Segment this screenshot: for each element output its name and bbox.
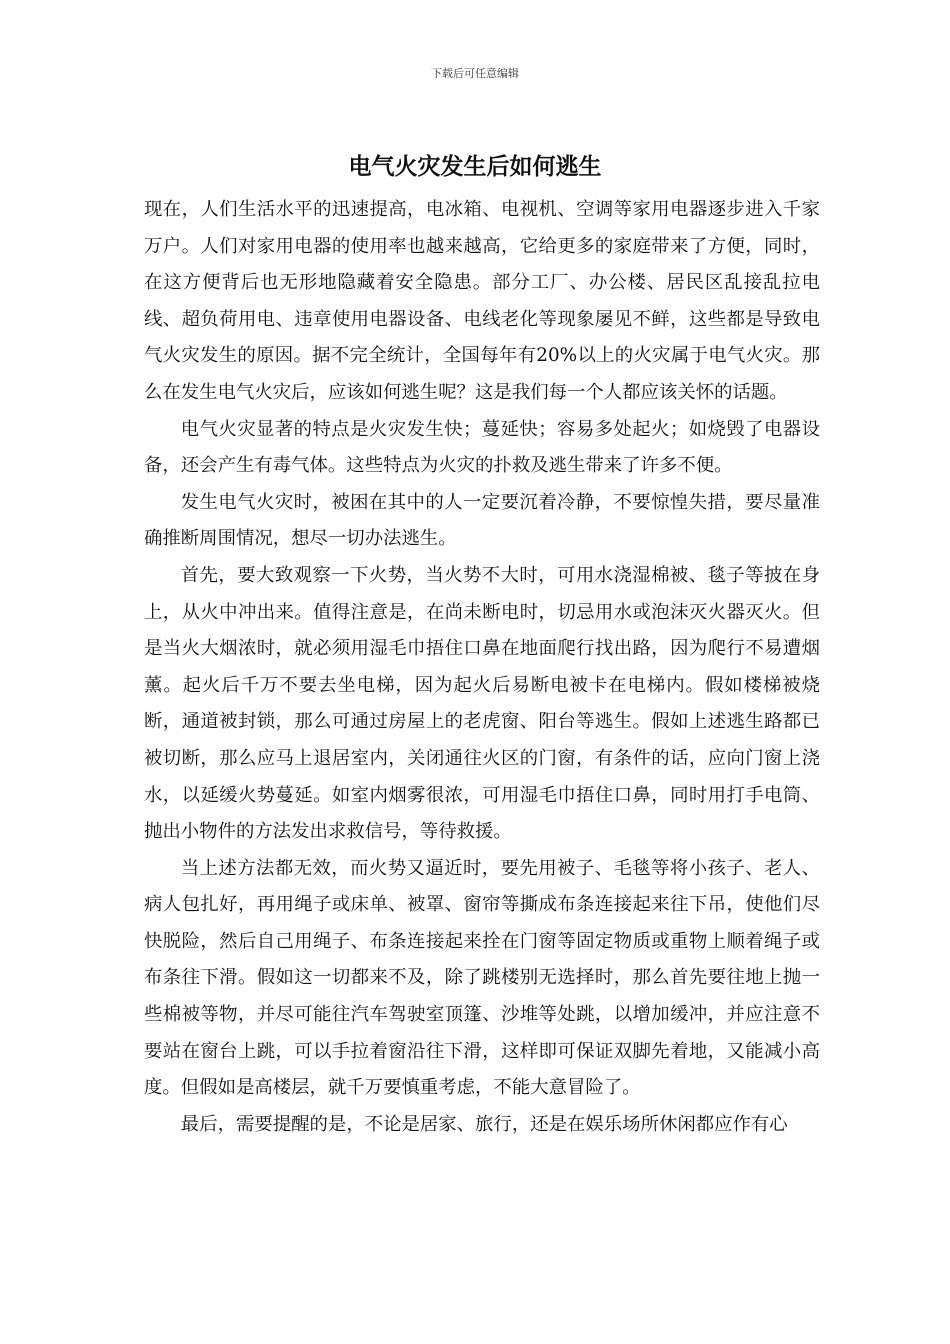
- document-title: 电气火灾发生后如何逃生: [348, 153, 602, 180]
- paragraph-stay-calm: 发生电气火灾时，被困在其中的人一定要沉着冷静，不要惊惶失措，要尽量准确推断周围情况，想尽一切办法逃生。: [144, 491, 820, 550]
- document-body: [144, 192, 820, 1143]
- page-header-note: 下载后可任意编辑: [431, 67, 519, 80]
- paragraph-intro: 现在，人们生活水平的迅速提高，电冰箱、电视机、空调等家用电器逐步进入千家万户。人们对家用电器的使用率也越来越高，它给更多的家庭带来了方便，同时，在这方便背后也无形地隐藏着安全隐患。部分工厂、办公楼、居民区乱接乱拉电线、超负荷用电、违章使用电器设备、电线老化等现象屡见不鲜，这些都是导致电气火灾发生的原因。据不完全统计，全国每年有20%以上的火灾属于电气火灾。那么在发生电气火灾后，应该如何逃生呢？这是我们每一个人都应该关怀的话题。: [144, 199, 820, 403]
- paragraph-last-resort: 当上述方法都无效，而火势又逼近时，要先用被子、毛毯等将小孩子、老人、病人包扎好，再用绳子或床单、被罩、窗帘等撕成布条连接起来往下吊，使他们尽快脱险，然后自己用绳子、布条连接起来拴在门窗等固定物质或重物上顺着绳子或布条往下滑。假如这一切都来不及，除了跳楼别无选择时，那么首先要往地上抛一些棉被等物，并尽可能往汽车驾驶室顶篷、沙堆等处跳，以增加缓冲，并应注意不要站在窗台上跳，可以手拉着窗沿往下滑，这样即可保证双脚先着地，又能减小高度。但假如是高楼层，就千万要慎重考虑，不能大意冒险了。: [144, 857, 820, 1099]
- paragraph-characteristics: 电气火灾显著的特点是火灾发生快；蔓延快；容易多处起火；如烧毁了电器设备，还会产生有毒气体。这些特点为火灾的扑救及逃生带来了许多不便。: [144, 418, 820, 477]
- paragraph-first-steps: 首先，要大致观察一下火势，当火势不大时，可用水浇湿棉被、毯子等披在身上，从火中冲出来。值得注意是，在尚未断电时，切忌用水或泡沫灭火器灭火。但是当火大烟浓时，就必须用湿毛巾捂住口鼻在地面爬行找出路，因为爬行不易遭烟薰。起火后千万不要去坐电梯，因为起火后易断电被卡在电梯内。假如楼梯被烧断，通道被封锁，那么可通过房屋上的老虎窗、阳台等逃生。假如上述逃生路都已被切断，那么应马上退居室内，关闭通往火区的门窗，有条件的话，应向门窗上浇水，以延缓火势蔓延。如室内烟雾很浓，可用湿毛巾捂住口鼻，同时用打手电筒、抛出小物件的方法发出求救信号，等待救援。: [144, 564, 820, 843]
- paragraph-final-reminder: 最后，需要提醒的是，不论是居家、旅行，还是在娱乐场所休闲都应作有心: [180, 1113, 788, 1135]
